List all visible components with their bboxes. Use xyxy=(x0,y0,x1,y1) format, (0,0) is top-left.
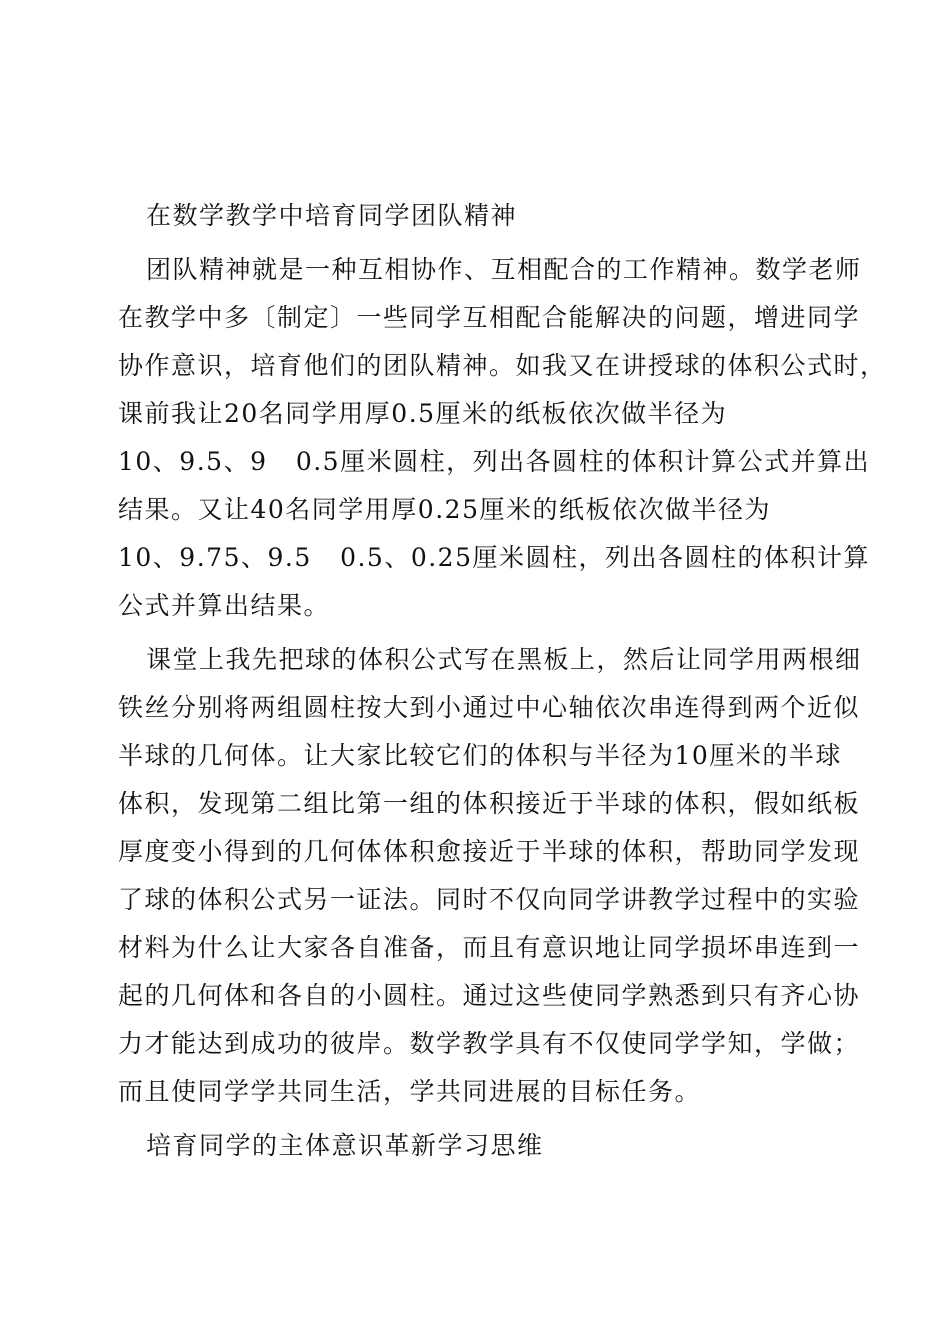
paragraph-line: 铁丝分别将两组圆柱按大到小通过中心轴依次串连得到两个近似 xyxy=(118,693,861,722)
paragraph-line: 协作意识，培育他们的团队精神。如我又在讲授球的体积公式时， xyxy=(118,351,887,380)
paragraph-line: 起的几何体和各自的小圆柱。通过这些使同学熟悉到只有齐心协 xyxy=(118,981,861,1010)
section-heading-subject-awareness: 培育同学的主体意识革新学习思维 xyxy=(146,1131,544,1160)
paragraph-line: 公式并算出结果。 xyxy=(118,591,331,620)
paragraph-line: 力才能达到成功的彼岸。数学教学具有不仅使同学学知，学做； xyxy=(118,1029,861,1058)
paragraph-line: 体积，发现第二组比第一组的体积接近于半球的体积，假如纸板 xyxy=(118,789,861,818)
paragraph-line: 半球的几何体。让大家比较它们的体积与半径为10厘米的半球 xyxy=(118,741,842,770)
paragraph-line: 课堂上我先把球的体积公式写在黑板上，然后让同学用两根细 xyxy=(146,645,862,674)
paragraph-line: 10、9.5、9 0.5厘米圆柱，列出各圆柱的体积计算公式并算出 xyxy=(118,447,871,476)
paragraph-line: 而且使同学学共同生活，学共同进展的目标任务。 xyxy=(118,1077,702,1106)
paragraph-line: 结果。又让40名同学用厚0.25厘米的纸板依次做半径为 xyxy=(118,495,771,524)
paragraph-line: 在教学中多〔制定〕一些同学互相配合能解决的问题，增进同学 xyxy=(118,303,861,332)
section-heading-team-spirit: 在数学教学中培育同学团队精神 xyxy=(146,201,518,230)
paragraph-line: 材料为什么让大家各自准备，而且有意识地让同学损坏串连到一 xyxy=(118,933,861,962)
paragraph-line: 课前我让20名同学用厚0.5厘米的纸板依次做半径为 xyxy=(118,399,728,428)
paragraph-line: 厚度变小得到的几何体体积愈接近于半球的体积，帮助同学发现 xyxy=(118,837,861,866)
paragraph-line: 团队精神就是一种互相协作、互相配合的工作精神。数学老师 xyxy=(146,255,862,284)
paragraph-line: 10、9.75、9.5 0.5、0.25厘米圆柱，列出各圆柱的体积计算 xyxy=(118,543,870,572)
paragraph-line: 了球的体积公式另一证法。同时不仅向同学讲教学过程中的实验 xyxy=(118,885,861,914)
